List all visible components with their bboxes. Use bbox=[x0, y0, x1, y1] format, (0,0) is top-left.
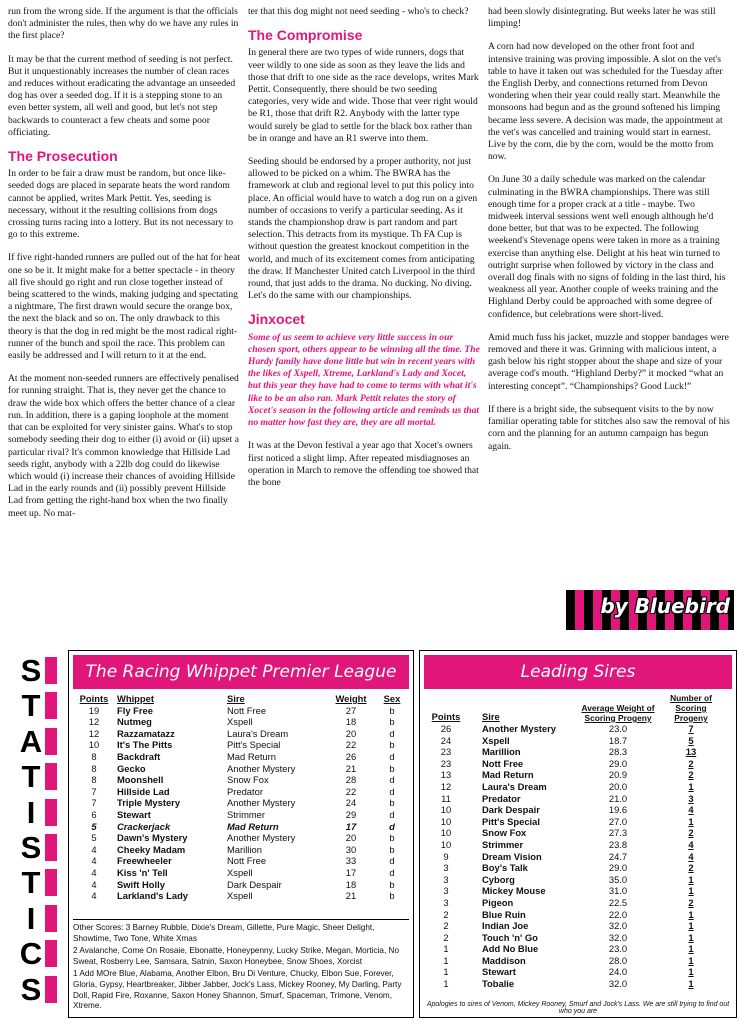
cell-number-progeny: 2 bbox=[688, 769, 694, 781]
statistics-letter: C bbox=[19, 936, 43, 972]
cell-average-weight: 35.0 bbox=[608, 873, 628, 885]
cell-points: 12 bbox=[440, 780, 452, 792]
statistics-letter: I bbox=[26, 900, 36, 936]
cell-sire: Mad Return bbox=[227, 750, 276, 762]
byline-text: by Bluebird bbox=[600, 594, 730, 618]
cell-number-progeny: 2 bbox=[688, 757, 694, 769]
cell-points: 12 bbox=[88, 727, 100, 739]
table-row bbox=[424, 746, 724, 758]
cell-points: 26 bbox=[440, 723, 452, 734]
cell-sire: Predator bbox=[482, 792, 521, 804]
cell-points: 9 bbox=[443, 850, 449, 862]
cell-sire: Nott Free bbox=[482, 757, 524, 769]
statistics-letter: A bbox=[19, 723, 43, 759]
cell-sire: Blue Ruin bbox=[482, 908, 526, 920]
cell-whippet: Stewart bbox=[117, 808, 151, 820]
table-row bbox=[73, 728, 409, 740]
statistics-bar bbox=[45, 799, 57, 826]
section-heading: Jinxocet bbox=[248, 311, 305, 328]
table-row bbox=[73, 844, 409, 856]
cell-sire: Another Mystery bbox=[227, 797, 296, 809]
table-row bbox=[73, 855, 409, 867]
cell-whippet: Crackerjack bbox=[117, 820, 171, 832]
table-row bbox=[73, 751, 409, 763]
cell-sex: b bbox=[389, 797, 395, 809]
table-row bbox=[424, 862, 724, 874]
cell-sire: Another Mystery bbox=[227, 832, 296, 844]
cell-sire: Maddison bbox=[482, 954, 526, 966]
statistics-bar bbox=[45, 905, 57, 932]
table-row bbox=[424, 909, 724, 921]
cell-sire: Cyborg bbox=[482, 873, 515, 885]
article-column-3 bbox=[488, 6, 730, 464]
table-row bbox=[73, 786, 409, 798]
cell-points: 1 bbox=[443, 966, 449, 978]
article-paragraph: At the moment non-seeded runners are effectively penalised for running straight. That is, they never get the chance to draw the wide box which offers the better chance of a clear run. In addition, there is a gaping loophole at the moment that can be exploited for very sinister gains. What's to stop somebody seeding their dog to either (i) avoid or (ii) upset a particular rival? It's common knowledge that Hillside Lad seeds right, anybody with a 22lb dog could do likewise which would (i) increase their chances of avoiding Hillside Lad in the early rounds and (ii) possibly prevent Hillside Lad from getting the right-hand box when the two finally meet up. No mat- bbox=[8, 373, 239, 519]
cell-whippet: Gecko bbox=[117, 762, 146, 774]
statistics-letter: T bbox=[21, 759, 41, 795]
cell-weight: 26 bbox=[345, 750, 357, 762]
cell-average-weight: 28.0 bbox=[608, 954, 628, 966]
cell-sire: Marillion bbox=[482, 746, 521, 758]
article-column-1 bbox=[8, 6, 242, 531]
table-row bbox=[73, 821, 409, 833]
article-paragraph: ter that this dog might not need seeding - who's to check? bbox=[248, 6, 469, 17]
cell-sire: Snow Fox bbox=[227, 774, 269, 786]
cell-number-progeny: 1 bbox=[688, 815, 694, 827]
cell-sex: d bbox=[389, 855, 395, 867]
table-row bbox=[424, 839, 724, 851]
premier-league-panel bbox=[68, 650, 414, 1018]
cell-number-progeny: 4 bbox=[688, 850, 694, 862]
table-row bbox=[424, 943, 724, 955]
cell-points: 2 bbox=[443, 931, 449, 943]
cell-sire: Mad Return bbox=[227, 820, 279, 832]
other-scores-line: Other Scores: 3 Barney Rubble, Dixie's Dream, Gillette, Pure Magic, Sheer Delight, Showtime, Two Tone, White Xmas bbox=[73, 923, 375, 943]
article-paragraph: A corn had now developed on the other front foot and intensive training was proving impossible. A slot on the vet's table to have it taken out was scheduled for the Tuesday after the English Derby, and connections returned from Devon wondering when their year could really start. Meanwhile the monsoons had begun and as the ground softened his limping became less severe. A decision was made, the appointment at the vet's was cancelled and training would start in earnest. Live by the corn, die by the corn, would be the motto from now. bbox=[488, 41, 723, 163]
cell-sire: Xspell bbox=[227, 716, 253, 728]
premier-league-title: The Racing Whippet Premier League bbox=[73, 655, 409, 689]
cell-number-progeny: 1 bbox=[688, 780, 694, 792]
cell-number-progeny: 1 bbox=[688, 931, 694, 943]
cell-sex: b bbox=[389, 832, 395, 844]
cell-weight: 24 bbox=[345, 797, 357, 809]
cell-sire: Xspell bbox=[227, 890, 253, 902]
leading-sires-title: Leading Sires bbox=[424, 655, 732, 689]
cell-number-progeny: 2 bbox=[688, 896, 694, 908]
cell-average-weight: 21.0 bbox=[608, 792, 628, 804]
cell-average-weight: 29.0 bbox=[608, 757, 628, 769]
cell-points: 24 bbox=[440, 734, 452, 746]
cell-weight: 18 bbox=[345, 716, 357, 728]
cell-points: 4 bbox=[91, 855, 97, 867]
cell-sex: b bbox=[389, 716, 395, 728]
cell-average-weight: 29.0 bbox=[608, 862, 628, 874]
table-row bbox=[73, 705, 409, 717]
cell-sex: d bbox=[389, 727, 395, 739]
cell-sire: Tobalie bbox=[482, 978, 515, 990]
table-row bbox=[424, 955, 724, 967]
cell-number-progeny: 7 bbox=[688, 723, 694, 734]
cell-number-progeny: 1 bbox=[688, 954, 694, 966]
table-row bbox=[424, 781, 724, 793]
cell-sire: Another Mystery bbox=[227, 762, 296, 774]
cell-sire: Nott Free bbox=[227, 855, 267, 867]
cell-sire: Laura's Dream bbox=[227, 727, 289, 739]
leading-sires-table bbox=[424, 693, 724, 990]
cell-points: 4 bbox=[91, 866, 97, 878]
article-paragraph: Seeding should be endorsed by a proper authority, not just allowed to be picked on a whim. The BWRA has the framework at club and regional level to put this policy into place. An official would have to watch a dog run on a given number of occasions to verify a particular seeding. As it stands the championshop draw is part random and part selection. This detracts from its mystique. Th FA Cup is without question the greatest knockout competition in the world, and much of its excitement comes from anticipating the draw. If Manchester United catch Liverpool in the third round, that just adds to the drama. No ducking. No diving. Let's do the same with our championships. bbox=[248, 156, 478, 302]
cell-whippet: Swift Holly bbox=[117, 878, 165, 890]
statistics-bar bbox=[45, 692, 57, 719]
cell-average-weight: 23.0 bbox=[608, 943, 628, 955]
cell-sex: d bbox=[389, 785, 395, 797]
article-paragraph: Amid much fuss his jacket, muzzle and stopper bandages were removed and there it was. Grinning with malicious intent, a gash below his right stopper about the shape and size of your average cod's mouth. “Highland Derby?” it mocked “what an interesting concept”. “Championships? Good Luck!” bbox=[488, 331, 729, 392]
cell-points: 5 bbox=[91, 832, 97, 844]
cell-average-weight: 23.8 bbox=[608, 838, 628, 850]
cell-points: 10 bbox=[440, 815, 452, 827]
table-row bbox=[424, 978, 724, 990]
article-paragraph: run from the wrong side. If the argument is that the officials don't administer the rules, then why do we have any rules in the first place? bbox=[8, 6, 239, 42]
cell-points: 1 bbox=[443, 943, 449, 955]
table-row bbox=[424, 769, 724, 781]
statistics-letter: S bbox=[20, 653, 42, 688]
cell-average-weight: 32.0 bbox=[608, 920, 628, 932]
cell-sire: Xspell bbox=[482, 734, 510, 746]
cell-points: 3 bbox=[443, 896, 449, 908]
cell-number-progeny: 1 bbox=[688, 966, 694, 978]
cell-sex: d bbox=[389, 808, 395, 820]
cell-number-progeny: 1 bbox=[688, 920, 694, 932]
cell-average-weight: 20.9 bbox=[608, 769, 628, 781]
article-paragraph: If five right-handed runners are pulled out of the hat for heat one so be it. It might make for a better spectacle - in theory all five should go right and run close together instead of being scattered to the winds, making judging and spectating a nightmare, The first drawn would secure the orange box, the next the black and so on. The only drawback to this theory is that the dog in red might be the most radical right-runner of the bunch and spoil the race. This problem can easily be addressed and I will return to it at the end. bbox=[8, 252, 241, 362]
cell-whippet: Moonshell bbox=[117, 774, 164, 786]
statistics-letter: S bbox=[20, 971, 42, 1007]
cell-number-progeny: 1 bbox=[688, 978, 694, 990]
table-row bbox=[424, 735, 724, 747]
cell-sire: Pitt's Special bbox=[227, 739, 281, 751]
cell-sire: Strimmer bbox=[227, 808, 266, 820]
cell-points: 3 bbox=[443, 885, 449, 897]
cell-whippet: It's The Pitts bbox=[117, 739, 173, 751]
byline-banner bbox=[566, 590, 734, 630]
cell-sire: Dream Vision bbox=[482, 850, 542, 862]
cell-sire: Snow Fox bbox=[482, 827, 527, 839]
table-row bbox=[424, 816, 724, 828]
cell-whippet: Razzamatazz bbox=[117, 727, 175, 739]
cell-sire: Marillion bbox=[227, 843, 262, 855]
cell-points: 13 bbox=[440, 769, 452, 781]
col-header-whippet: Whippet bbox=[117, 693, 154, 704]
section-heading: The Compromise bbox=[248, 27, 363, 44]
cell-weight: 27 bbox=[345, 704, 357, 716]
cell-average-weight: 31.0 bbox=[608, 885, 628, 897]
cell-points: 10 bbox=[440, 804, 452, 816]
article-paragraph: It was at the Devon festival a year ago that Xocet's owners first noticed a slight limp. After repeated misdiagnoses an operation in March to remove the offending toe showed that the bone bbox=[248, 440, 479, 488]
article-intro: Some of us seem to achieve very little success in our chosen sport, others appear to be winning all the time. The Hardy family have done little but win in recent years with the likes of Xspell, Xtreme, Larkland's Lady and Xocet, but this year they have had to come to terms with what it's like to be an also ran. Mark Pettit relates the story of Xocet's season in the following article and reminds us that no matter how fast they are, they are all mortal. bbox=[248, 331, 480, 429]
statistics-letter: T bbox=[21, 688, 41, 724]
cell-points: 6 bbox=[91, 808, 97, 820]
table-row bbox=[73, 739, 409, 751]
cell-points: 1 bbox=[443, 954, 449, 966]
cell-average-weight: 20.0 bbox=[608, 780, 628, 792]
cell-average-weight: 27.3 bbox=[608, 827, 628, 839]
cell-sire: Strimmer bbox=[482, 838, 524, 850]
cell-weight: 28 bbox=[345, 774, 357, 786]
cell-sire: Mickey Mouse bbox=[482, 885, 546, 897]
cell-whippet: Hillside Lad bbox=[117, 785, 170, 797]
cell-number-progeny: 5 bbox=[688, 734, 694, 746]
cell-weight: 33 bbox=[345, 855, 357, 867]
cell-points: 10 bbox=[440, 827, 452, 839]
article-paragraph: On June 30 a daily schedule was marked on the calendar culminating in the BWRA championships. There was still enough time for a proper crack at a title - maybe. Two midweek interval sessions went well enough although he'd done better, but that was to be expected. The following weekend's Stevenage opens were taken in more as a training exercise than anything else. Delight at his heat win turned to outright surprise when followed by victory in the class and overall dog finals with no signs of folding in the last third, his weakness all year. Another couple of weeks training and the Highland Derby could be approached with some degree of confidence, but celebrations were short-lived. bbox=[488, 174, 726, 320]
article-paragraph: It may be that the current method of seeding is not perfect. But it unquestionably increases the number of clean races and reduces without eradicating the advantage an unseeded dog has over a seeded dog. If it is a stepping stone to an even better system, all well and good, but let's not step backwards to counteract a few cheats and some poor officiating. bbox=[8, 53, 236, 138]
cell-points: 23 bbox=[440, 757, 452, 769]
cell-average-weight: 27.0 bbox=[608, 815, 628, 827]
cell-weight: 17 bbox=[345, 866, 357, 878]
cell-number-progeny: 4 bbox=[688, 838, 694, 850]
cell-sire: Another Mystery bbox=[482, 723, 556, 734]
statistics-bar bbox=[45, 657, 57, 684]
cell-sire: Dark Despair bbox=[227, 878, 282, 890]
article-paragraph: If there is a bright side, the subsequent visits to the by now familiar operating table for stitches also saw the removal of his corn and the planning for an autumn campaign has begun again. bbox=[488, 403, 730, 452]
cell-weight: 30 bbox=[345, 843, 357, 855]
cell-sire: Indian Joe bbox=[482, 920, 529, 932]
cell-sire: Add No Blue bbox=[482, 943, 539, 955]
cell-weight: 29 bbox=[345, 808, 357, 820]
cell-points: 10 bbox=[88, 739, 100, 751]
table-row bbox=[424, 851, 724, 863]
cell-average-weight: 32.0 bbox=[608, 978, 628, 990]
cell-points: 1 bbox=[443, 978, 449, 990]
cell-sex: b bbox=[389, 762, 395, 774]
cell-whippet: Backdraft bbox=[117, 750, 161, 762]
cell-points: 8 bbox=[91, 762, 97, 774]
cell-sire: Touch 'n' Go bbox=[482, 931, 538, 943]
table-row bbox=[424, 804, 724, 816]
cell-points: 23 bbox=[440, 746, 452, 758]
cell-number-progeny: 1 bbox=[688, 873, 694, 885]
statistics-bar bbox=[45, 940, 57, 967]
cell-sire: Boy's Talk bbox=[482, 862, 528, 874]
cell-average-weight: 28.3 bbox=[608, 746, 628, 758]
cell-points: 19 bbox=[88, 704, 100, 716]
cell-whippet: Larkland's Lady bbox=[117, 890, 189, 902]
cell-sex: b bbox=[389, 704, 395, 716]
cell-sex: d bbox=[389, 820, 395, 832]
cell-points: 12 bbox=[88, 716, 100, 728]
cell-points: 11 bbox=[441, 792, 451, 804]
cell-number-progeny: 13 bbox=[685, 746, 697, 758]
table-row bbox=[73, 809, 409, 821]
section-heading: The Prosecution bbox=[8, 148, 118, 165]
cell-sire: Mad Return bbox=[482, 769, 534, 781]
cell-weight: 20 bbox=[345, 727, 357, 739]
leading-sires-panel bbox=[419, 650, 737, 1018]
col-header-average-weight: Average Weight of Scoring Progeny bbox=[581, 703, 655, 723]
cell-sire: Stewart bbox=[482, 966, 516, 978]
col-header-sire: Sire bbox=[482, 711, 500, 723]
table-row bbox=[73, 797, 409, 809]
cell-sire: Xspell bbox=[227, 866, 253, 878]
table-row bbox=[424, 874, 724, 886]
table-row bbox=[424, 897, 724, 909]
table-row bbox=[73, 867, 409, 879]
cell-whippet: Triple Mystery bbox=[117, 797, 181, 809]
cell-weight: 17 bbox=[345, 820, 357, 832]
cell-sex: b bbox=[389, 890, 395, 902]
cell-number-progeny: 2 bbox=[688, 827, 694, 839]
table-row bbox=[424, 793, 724, 805]
statistics-letter: I bbox=[26, 794, 36, 830]
col-header-points: Points bbox=[79, 693, 109, 704]
cell-sire: Nott Free bbox=[227, 704, 267, 716]
col-header-number-progeny: Number of Scoring Progeny bbox=[670, 693, 712, 723]
premier-league-table bbox=[73, 693, 409, 902]
cell-average-weight: 24.0 bbox=[608, 966, 628, 978]
cell-points: 4 bbox=[91, 878, 97, 890]
cell-whippet: Kiss 'n' Tell bbox=[117, 866, 168, 878]
cell-points: 2 bbox=[443, 920, 449, 932]
cell-average-weight: 22.5 bbox=[608, 896, 628, 908]
cell-sire: Dark Despair bbox=[482, 804, 540, 816]
cell-number-progeny: 1 bbox=[688, 885, 694, 897]
cell-points: 7 bbox=[91, 797, 97, 809]
table-row bbox=[424, 827, 724, 839]
cell-number-progeny: 3 bbox=[688, 792, 694, 804]
other-scores bbox=[73, 919, 409, 1014]
table-row bbox=[73, 832, 409, 844]
cell-average-weight: 23.0 bbox=[608, 723, 628, 734]
table-row bbox=[424, 966, 724, 978]
statistics-bar bbox=[45, 869, 57, 896]
cell-points: 3 bbox=[443, 862, 449, 874]
col-header-points: Points bbox=[431, 711, 461, 723]
cell-average-weight: 32.0 bbox=[608, 931, 628, 943]
cell-sex: b bbox=[389, 878, 395, 890]
table-row bbox=[73, 716, 409, 728]
table-row bbox=[73, 879, 409, 891]
statistics-bar bbox=[45, 728, 57, 755]
cell-average-weight: 24.7 bbox=[608, 850, 628, 862]
cell-sire: Predator bbox=[227, 785, 263, 797]
cell-whippet: Fly Free bbox=[117, 704, 153, 716]
table-row bbox=[424, 758, 724, 770]
cell-whippet: Cheeky Madam bbox=[117, 843, 186, 855]
article-paragraph: In general there are two types of wide runners, dogs that veer wildly to one side as soon as they leave the lids and those that drift to one side as the race develops, writes Mark Pettit. Consequently, there should be two seeding categories, very wide and wide. Those that veer right would be R1, those that drift R2. Anybody with the latter type would surely be glad to settle for the black box rather than be in orange and have an R1 swerve into them. bbox=[248, 47, 479, 144]
article-paragraph: had been slowly disintegrating. But weeks later he was still limping! bbox=[488, 6, 716, 30]
statistics-bar bbox=[45, 834, 57, 861]
cell-whippet: Freewheeler bbox=[117, 855, 172, 867]
cell-points: 4 bbox=[91, 890, 97, 902]
cell-points: 5 bbox=[91, 820, 97, 832]
table-row bbox=[424, 932, 724, 944]
cell-points: 10 bbox=[440, 838, 452, 850]
col-header-sire: Sire bbox=[227, 693, 245, 704]
cell-whippet: Dawn's Mystery bbox=[117, 832, 188, 844]
cell-number-progeny: 4 bbox=[688, 804, 694, 816]
table-row bbox=[424, 920, 724, 932]
table-row bbox=[73, 774, 409, 786]
cell-sex: d bbox=[389, 774, 395, 786]
cell-weight: 18 bbox=[345, 878, 357, 890]
statistics-bar bbox=[45, 763, 57, 790]
cell-average-weight: 18.7 bbox=[608, 734, 628, 746]
cell-points: 8 bbox=[91, 774, 97, 786]
article-column-2 bbox=[248, 6, 480, 500]
cell-points: 7 bbox=[91, 785, 97, 797]
cell-weight: 22 bbox=[345, 739, 357, 751]
statistics-letter: S bbox=[20, 829, 42, 865]
cell-weight: 21 bbox=[345, 762, 357, 774]
cell-points: 4 bbox=[91, 843, 97, 855]
other-scores-line: 1 Add MOre Blue, Alabama, Another Elbon, Bru Di Venture, Chucky, Elbon Sue, Forever, Gloria, Gypsy, Heartbreaker, Jibber Jabber, Jock's Lass, Mickey Rooney, My Darling, Party Doll, Rapid Fire, Roxanne, Saxon Honey Shannon, Smurf, Spaceman, Trimone, Venom, Xtreme. bbox=[73, 969, 402, 1011]
statistics-letter: T bbox=[21, 865, 41, 901]
cell-number-progeny: 2 bbox=[688, 862, 694, 874]
cell-whippet: Nutmeg bbox=[117, 716, 152, 728]
cell-points: 2 bbox=[443, 908, 449, 920]
apology-note: Apologies to sires of Venom, Mickey Rooney, Smurf and Jock's Lass. We are still trying to find out who you are bbox=[426, 1001, 730, 1015]
cell-sex: b bbox=[389, 843, 395, 855]
table-row bbox=[424, 885, 724, 897]
cell-sire: Laura's Dream bbox=[482, 780, 547, 792]
cell-sex: d bbox=[389, 750, 395, 762]
cell-weight: 21 bbox=[345, 890, 357, 902]
statistics-label bbox=[5, 653, 57, 1017]
cell-points: 8 bbox=[91, 750, 97, 762]
col-header-sex: Sex bbox=[383, 693, 401, 704]
cell-sire: Pitt's Special bbox=[482, 815, 540, 827]
article-paragraph: In order to be fair a draw must be random, but once like-seeded dogs are placed in separate heats the word random cannot be applied, writes Mark Pettit. Yes, seeding is necessary, without it the resulting collisions from dogs crossing turns racing into a lottery. But its not necessary to go to this extreme. bbox=[8, 168, 234, 241]
table-row bbox=[73, 763, 409, 775]
cell-weight: 20 bbox=[345, 832, 357, 844]
cell-number-progeny: 1 bbox=[688, 908, 694, 920]
col-header-weight: Weight bbox=[335, 693, 367, 704]
table-row bbox=[424, 723, 724, 735]
cell-points: 3 bbox=[443, 873, 449, 885]
cell-weight: 22 bbox=[345, 785, 357, 797]
table-row bbox=[73, 890, 409, 902]
statistics-bar bbox=[45, 976, 57, 1003]
cell-number-progeny: 1 bbox=[688, 943, 694, 955]
cell-sex: b bbox=[389, 739, 395, 751]
cell-sire: Pigeon bbox=[482, 896, 514, 908]
cell-average-weight: 19.6 bbox=[608, 804, 628, 816]
other-scores-line: 2 Avalanche, Come On Rosaie, Ebonatte, Honeypenny, Lucky Strike, Megan, Morticia, No Sweat, Rosberry Lee, Samsara, Satnin, Saxon Honeybee, Snow Shoes, Xorcist bbox=[73, 946, 400, 966]
cell-average-weight: 22.0 bbox=[608, 908, 628, 920]
cell-sex: d bbox=[389, 866, 395, 878]
